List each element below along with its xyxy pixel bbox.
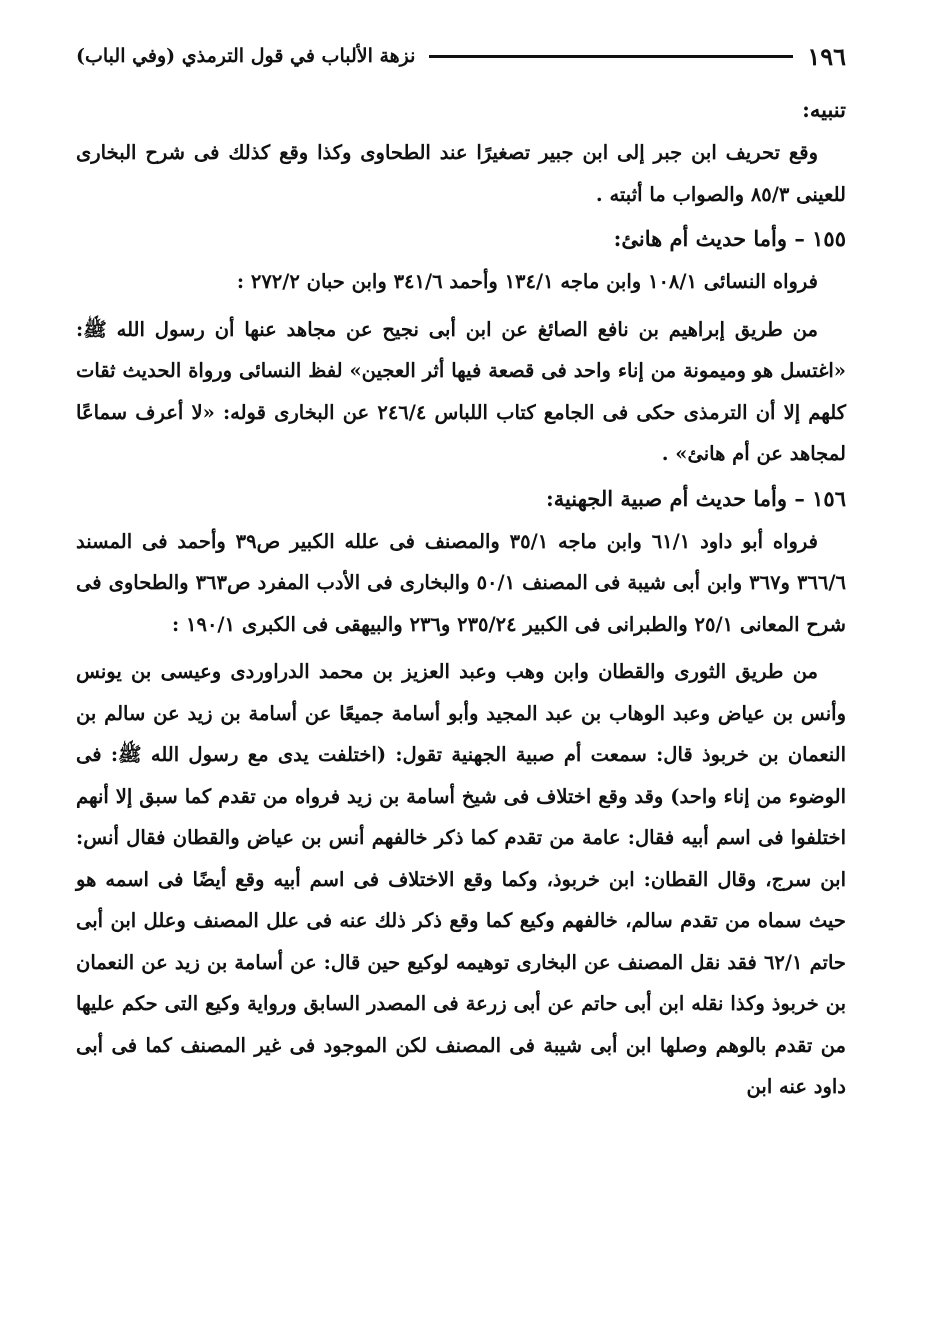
section-156-sources: فرواه أبو داود ٦١/١ وابن ماجه ٣٥/١ والمصنف فى علله الكبير ص٣٩ وأحمد فى المسند ٣٦٦/٦ و٣٦٧ وابن أبى شيبة فى المصنف ٥٠/١ والبخارى فى الأدب المفرد ص٣٦٣ والطحاوى فى شرح المعانى ٢٥/١ والطبرانى فى الكبير ٢٣٥/٢٤ و٢٣٦ والبيهقى فى الكبرى ١٩٠/١ : (76, 529, 847, 636)
section-156-chain: من طريق الثورى والقطان وابن وهب وعبد العزيز بن محمد الدراوردى وعيسى بن يونس وأنس بن عياض وعبد الوهاب بن عبد المجيد وأبو أسامة جميعًا عن أسامة بن زيد عن سالم بن النعمان بن خربوذ قال: سمعت أم صبية الجهنية تقول: (اختلفت يدى مع رسول الله ﷺ: فى الوضوء من إناء واحد) وقد وقع اختلاف فى شيخ أسامة بن زيد فرواه من تقدم كما سبق إلا أنهم اختلفوا فى اسم أبيه فقال: عامة من تقدم كما ذكر خالفهم أنس بن عياض والقطان فقال أنس: ابن سرج، وقال القطان: ابن خربوذ، وكما وقع الاختلاف فى اسم أبيه وقع أيضًا فى اسمه هو حيث سماه من تقدم سالم، خالفهم وكيع كما وقع ذكر ذلك عنه فى علل المصنف وعلل ابن أبى حاتم ٦٢/١ فقد نقل المصنف عن البخارى توهيمه لوكيع حين قال: عن أسامة بن زيد عن النعمان بن خربوذ وكذا نقله ابن أبى حاتم عن أبى زرعة فى المصدر السابق ورواية وكيع التى حكم عليها من تقدم بالوهم وصلها ابن أبى شيبة فى المصنف لكن الموجود فى غير المصنف كما فى أبى داود عنه ابن (76, 660, 846, 1098)
note-heading: تنبيه: (802, 97, 846, 122)
running-title: نزهة الألباب في قول الترمذي (وفي الباب) (76, 45, 416, 67)
header-rule (429, 55, 793, 58)
section-155-sources: فرواه النسائى ١٠٨/١ وابن ماجه ١٣٤/١ وأحمد ٣٤١/٦ وابن حبان ٢٧٢/٢ : (236, 270, 818, 293)
running-header (76, 34, 846, 78)
note-paragraph: وقع تحريف ابن جبر إلى ابن جبير تصغيرًا عند الطحاوى وكذا وقع كذلك فى شرح البخارى للعينى ٨٥/٣ والصواب ما أثبته . (76, 141, 846, 206)
page-body (76, 92, 846, 1108)
section-155-chain: من طريق إبراهيم بن نافع الصائغ عن ابن أبى نجيح عن مجاهد عنها أن رسول الله ﷺ: «اغتسل هو وميمونة من إناء واحد فى قصعة فيها أثر العجين» لفظ النسائى ورواة الحديث ثقات كلهم إلا أن الترمذى حكى فى الجامع كتاب اللباس ٢٤٦/٤ عن البخارى قوله: «لا أعرف سماعًا لمجاهد عن أم هانئ» . (76, 317, 846, 465)
page-number: ١٩٦ (807, 41, 846, 71)
section-155-heading: ١٥٥ – وأما حديث أم هانئ: (613, 226, 846, 251)
section-156-heading: ١٥٦ – وأما حديث أم صبية الجهنية: (545, 485, 846, 511)
